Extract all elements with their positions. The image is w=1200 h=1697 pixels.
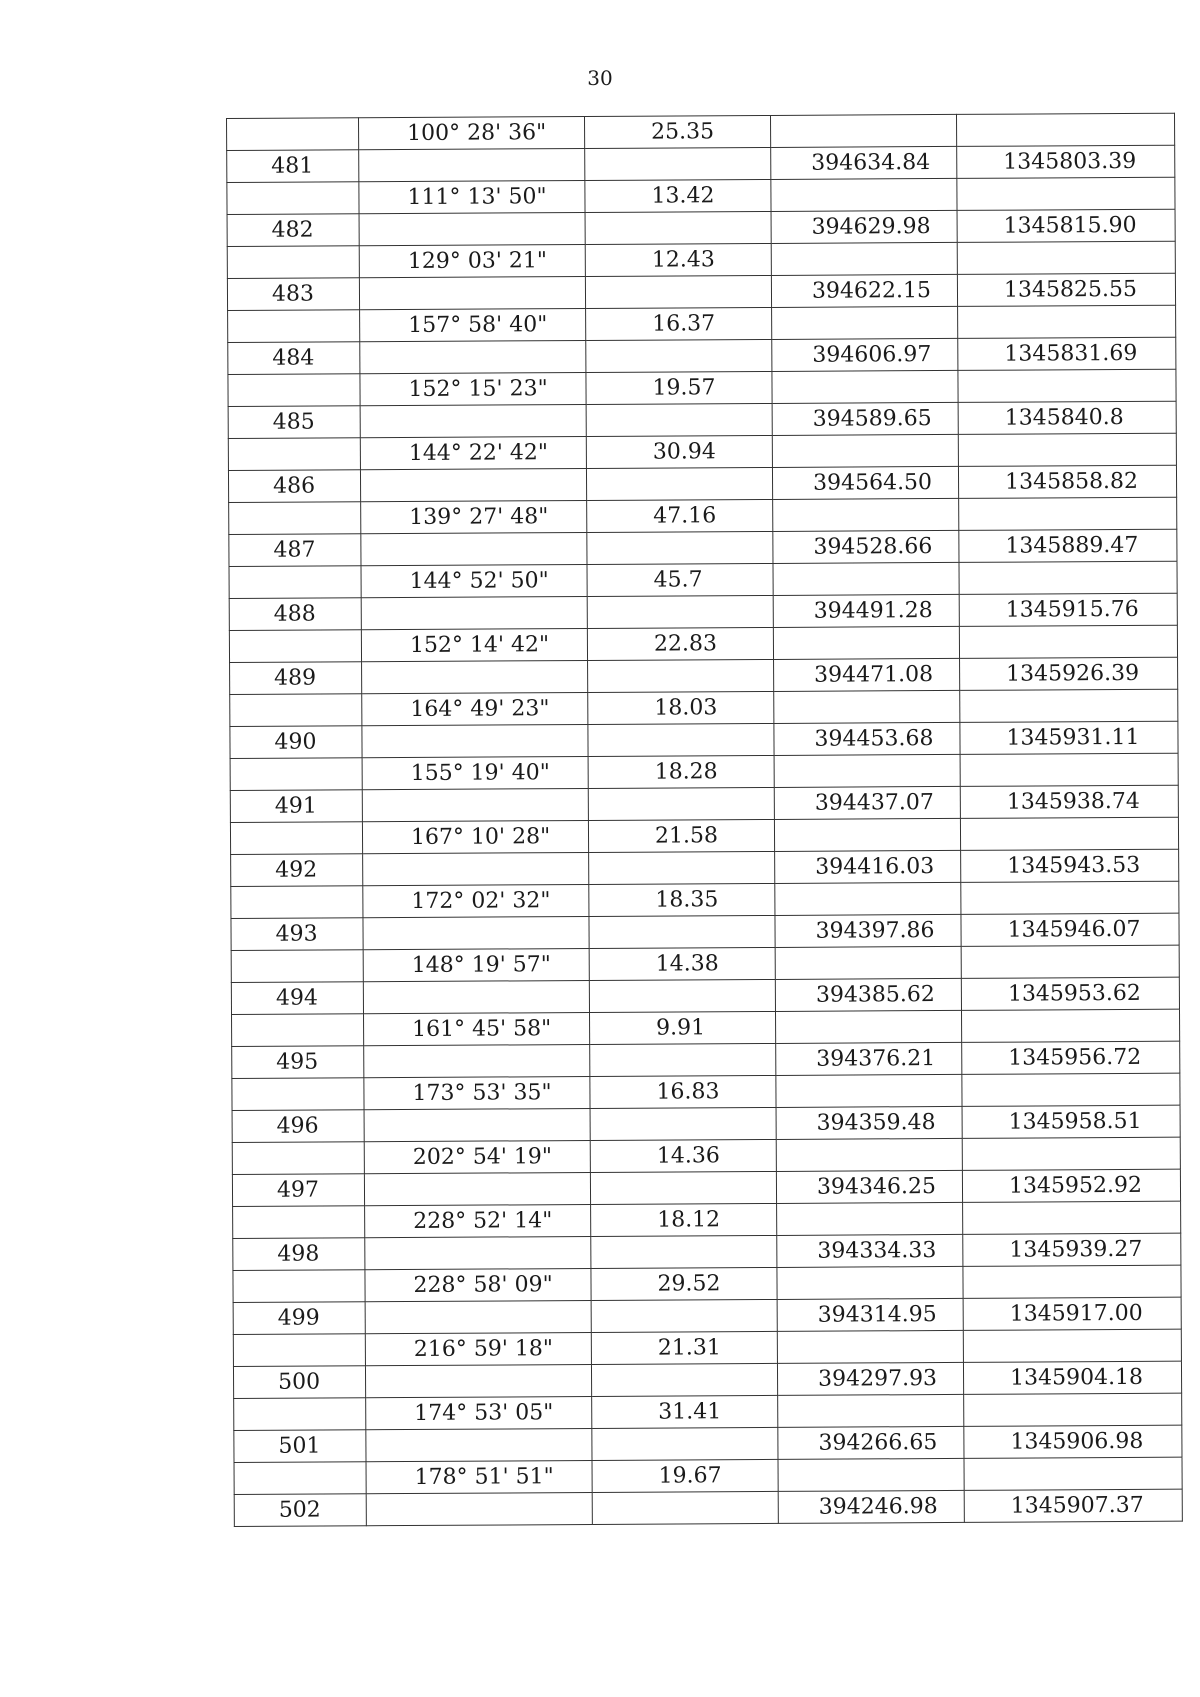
easting-cell: 1345946.07 bbox=[961, 913, 1179, 946]
easting-cell: 1345952.92 bbox=[962, 1169, 1180, 1202]
easting-cell: 1345831.69 bbox=[958, 337, 1176, 370]
easting-cell: 1345906.98 bbox=[964, 1425, 1182, 1458]
station-cell: 495 bbox=[232, 1046, 364, 1079]
northing-cell bbox=[776, 1074, 962, 1107]
distance-cell bbox=[585, 211, 771, 244]
station-cell: 488 bbox=[229, 598, 361, 631]
easting-cell: 1345926.39 bbox=[960, 657, 1178, 690]
table-row-station bbox=[232, 1041, 1180, 1078]
table-row-station bbox=[233, 1297, 1181, 1334]
station-cell: 498 bbox=[233, 1238, 365, 1271]
table-row-station bbox=[230, 785, 1178, 822]
bearing-cell bbox=[363, 852, 589, 885]
station-cell bbox=[234, 1462, 366, 1495]
station-cell: 486 bbox=[228, 470, 360, 503]
station-cell bbox=[231, 950, 363, 983]
distance-cell: 18.12 bbox=[591, 1203, 777, 1236]
distance-cell bbox=[585, 275, 771, 308]
distance-cell: 19.57 bbox=[586, 371, 772, 404]
table-row-course bbox=[230, 817, 1178, 854]
table-row-course bbox=[232, 1073, 1180, 1110]
table-row-station bbox=[231, 849, 1179, 886]
distance-cell: 16.37 bbox=[586, 307, 772, 340]
northing-cell: 394246.98 bbox=[778, 1490, 964, 1523]
station-cell bbox=[232, 1014, 364, 1047]
bearing-cell bbox=[360, 468, 586, 501]
distance-cell bbox=[590, 1043, 776, 1076]
northing-cell: 394589.65 bbox=[772, 402, 958, 435]
station-cell: 491 bbox=[230, 790, 362, 823]
bearing-cell: 167° 10' 28" bbox=[362, 820, 588, 853]
station-cell bbox=[227, 182, 359, 215]
station-cell: 482 bbox=[227, 214, 359, 247]
easting-cell bbox=[962, 1073, 1180, 1106]
table-row-course bbox=[233, 1265, 1181, 1302]
station-cell: 483 bbox=[227, 278, 359, 311]
bearing-cell: 216° 59' 18" bbox=[365, 1332, 591, 1365]
table-row-station bbox=[228, 337, 1176, 374]
northing-cell bbox=[773, 498, 959, 531]
northing-cell: 394437.07 bbox=[774, 786, 960, 819]
distance-cell: 21.58 bbox=[588, 819, 774, 852]
easting-cell: 1345953.62 bbox=[961, 977, 1179, 1010]
station-cell bbox=[228, 374, 360, 407]
bearing-cell bbox=[364, 1108, 590, 1141]
bearing-cell: 157° 58' 40" bbox=[360, 308, 586, 341]
northing-cell: 394564.50 bbox=[772, 466, 958, 499]
bearing-cell: 161° 45' 58" bbox=[364, 1012, 590, 1045]
bearing-cell bbox=[364, 1172, 590, 1205]
station-cell bbox=[229, 630, 361, 663]
bearing-cell: 178° 51' 51" bbox=[366, 1460, 592, 1493]
table-row-station bbox=[232, 1105, 1180, 1142]
distance-cell bbox=[587, 531, 773, 564]
station-cell: 492 bbox=[231, 854, 363, 887]
distance-cell bbox=[586, 339, 772, 372]
station-cell bbox=[233, 1334, 365, 1367]
northing-cell: 394359.48 bbox=[776, 1106, 962, 1139]
easting-cell bbox=[964, 1393, 1182, 1426]
northing-cell bbox=[777, 1266, 963, 1299]
bearing-cell: 111° 13' 50" bbox=[359, 180, 585, 213]
bearing-cell bbox=[365, 1236, 591, 1269]
distance-cell bbox=[592, 1427, 778, 1460]
table-row-station bbox=[230, 721, 1178, 758]
table-row-station bbox=[231, 913, 1179, 950]
distance-cell bbox=[591, 1363, 777, 1396]
distance-cell: 18.28 bbox=[588, 755, 774, 788]
station-cell bbox=[234, 1398, 366, 1431]
bearing-cell bbox=[363, 916, 589, 949]
easting-cell: 1345825.55 bbox=[957, 273, 1175, 306]
table-row-station bbox=[228, 401, 1176, 438]
easting-cell bbox=[957, 177, 1175, 210]
station-cell: 494 bbox=[231, 982, 363, 1015]
northing-cell: 394622.15 bbox=[771, 274, 957, 307]
distance-cell: 31.41 bbox=[592, 1395, 778, 1428]
station-cell bbox=[233, 1206, 365, 1239]
northing-cell bbox=[771, 178, 957, 211]
northing-cell bbox=[775, 882, 961, 915]
table-row-course bbox=[228, 369, 1176, 406]
station-cell bbox=[231, 886, 363, 919]
northing-cell: 394297.93 bbox=[777, 1362, 963, 1395]
distance-cell: 45.7 bbox=[587, 563, 773, 596]
bearing-cell: 174° 53' 05" bbox=[366, 1396, 592, 1429]
bearing-cell bbox=[364, 1044, 590, 1077]
distance-cell: 9.91 bbox=[590, 1011, 776, 1044]
northing-cell: 394397.86 bbox=[775, 914, 961, 947]
northing-cell bbox=[775, 946, 961, 979]
bearing-cell: 228° 52' 14" bbox=[365, 1204, 591, 1237]
table-row-course bbox=[230, 689, 1178, 726]
station-cell bbox=[230, 694, 362, 727]
bearing-cell: 139° 27' 48" bbox=[361, 500, 587, 533]
bearing-cell: 100° 28' 36" bbox=[359, 116, 585, 149]
station-cell: 481 bbox=[227, 150, 359, 183]
northing-cell: 394606.97 bbox=[772, 338, 958, 371]
distance-cell: 18.35 bbox=[589, 883, 775, 916]
easting-cell bbox=[956, 113, 1174, 146]
easting-cell: 1345943.53 bbox=[961, 849, 1179, 882]
distance-cell bbox=[586, 467, 772, 500]
table-body bbox=[227, 113, 1183, 1526]
station-cell: 497 bbox=[232, 1174, 364, 1207]
table-row-station bbox=[227, 209, 1175, 246]
bearing-cell bbox=[359, 212, 585, 245]
bearing-cell: 129° 03' 21" bbox=[359, 244, 585, 277]
easting-cell bbox=[964, 1457, 1182, 1490]
bearing-cell bbox=[361, 596, 587, 629]
distance-cell: 47.16 bbox=[587, 499, 773, 532]
easting-cell: 1345803.39 bbox=[957, 145, 1175, 178]
station-cell bbox=[232, 1078, 364, 1111]
bearing-cell: 202° 54' 19" bbox=[364, 1140, 590, 1173]
easting-cell bbox=[958, 369, 1176, 402]
distance-cell bbox=[586, 403, 772, 436]
distance-cell: 30.94 bbox=[586, 435, 772, 468]
distance-cell: 12.43 bbox=[585, 243, 771, 276]
distance-cell bbox=[589, 915, 775, 948]
bearing-cell: 155° 19' 40" bbox=[362, 756, 588, 789]
distance-cell bbox=[589, 979, 775, 1012]
northing-cell: 394453.68 bbox=[774, 722, 960, 755]
northing-cell: 394491.28 bbox=[773, 594, 959, 627]
northing-cell: 394416.03 bbox=[775, 850, 961, 883]
table-row-course bbox=[230, 753, 1178, 790]
bearing-cell: 164° 49' 23" bbox=[362, 692, 588, 725]
table-row-course bbox=[234, 1393, 1182, 1430]
easting-cell: 1345840.8 bbox=[958, 401, 1176, 434]
distance-cell bbox=[587, 595, 773, 628]
table-row-course bbox=[227, 177, 1175, 214]
station-cell bbox=[233, 1270, 365, 1303]
northing-cell bbox=[773, 562, 959, 595]
northing-cell bbox=[777, 1202, 963, 1235]
easting-cell bbox=[960, 753, 1178, 786]
station-cell: 489 bbox=[230, 662, 362, 695]
easting-cell bbox=[961, 881, 1179, 914]
table-row-course bbox=[232, 1137, 1180, 1174]
northing-cell: 394266.65 bbox=[778, 1426, 964, 1459]
easting-cell: 1345904.18 bbox=[963, 1361, 1181, 1394]
northing-cell bbox=[777, 1330, 963, 1363]
bearing-cell bbox=[362, 660, 588, 693]
northing-cell bbox=[770, 114, 956, 147]
easting-cell: 1345858.82 bbox=[958, 465, 1176, 498]
table-row-station bbox=[229, 529, 1177, 566]
station-cell: 493 bbox=[231, 918, 363, 951]
table-row-station bbox=[232, 1169, 1180, 1206]
bearing-cell bbox=[365, 1300, 591, 1333]
station-cell: 490 bbox=[230, 726, 362, 759]
distance-cell: 18.03 bbox=[588, 691, 774, 724]
table-row-course bbox=[233, 1201, 1181, 1238]
northing-cell bbox=[776, 1138, 962, 1171]
table-row-station bbox=[234, 1425, 1182, 1462]
northing-cell: 394385.62 bbox=[775, 978, 961, 1011]
bearing-cell bbox=[362, 724, 588, 757]
table-row-station bbox=[233, 1361, 1181, 1398]
bearing-cell: 144° 52' 50" bbox=[361, 564, 587, 597]
easting-cell: 1345939.27 bbox=[963, 1233, 1181, 1266]
station-cell: 502 bbox=[234, 1494, 366, 1527]
distance-cell bbox=[585, 147, 771, 180]
easting-cell bbox=[959, 561, 1177, 594]
distance-cell: 22.83 bbox=[587, 627, 773, 660]
station-cell: 499 bbox=[233, 1302, 365, 1335]
easting-cell bbox=[962, 1137, 1180, 1170]
table-row-station bbox=[230, 657, 1178, 694]
station-cell bbox=[229, 502, 361, 535]
bearing-cell: 152° 15' 23" bbox=[360, 372, 586, 405]
table-row-course bbox=[228, 305, 1176, 342]
station-cell bbox=[228, 310, 360, 343]
northing-cell bbox=[772, 370, 958, 403]
table-row-station bbox=[234, 1489, 1182, 1526]
table-row-station bbox=[227, 273, 1175, 310]
northing-cell bbox=[773, 626, 959, 659]
easting-cell bbox=[958, 305, 1176, 338]
northing-cell: 394634.84 bbox=[771, 146, 957, 179]
bearing-cell: 148° 19' 57" bbox=[363, 948, 589, 981]
bearing-cell bbox=[362, 788, 588, 821]
easting-cell bbox=[963, 1265, 1181, 1298]
northing-cell bbox=[774, 754, 960, 787]
distance-cell: 19.67 bbox=[592, 1459, 778, 1492]
station-cell: 496 bbox=[232, 1110, 364, 1143]
table-row-course bbox=[233, 1329, 1181, 1366]
table-row-station bbox=[233, 1233, 1181, 1270]
distance-cell bbox=[591, 1299, 777, 1332]
distance-cell: 16.83 bbox=[590, 1075, 776, 1108]
distance-cell bbox=[588, 787, 774, 820]
station-cell: 487 bbox=[229, 534, 361, 567]
station-cell bbox=[230, 822, 362, 855]
bearing-cell bbox=[363, 980, 589, 1013]
easting-cell bbox=[963, 1329, 1181, 1362]
station-cell: 500 bbox=[233, 1366, 365, 1399]
easting-cell bbox=[961, 945, 1179, 978]
easting-cell bbox=[959, 497, 1177, 530]
distance-cell bbox=[588, 659, 774, 692]
easting-cell: 1345938.74 bbox=[960, 785, 1178, 818]
station-cell bbox=[227, 118, 359, 151]
station-cell bbox=[230, 758, 362, 791]
distance-cell: 21.31 bbox=[591, 1331, 777, 1364]
easting-cell bbox=[958, 433, 1176, 466]
distance-cell: 14.38 bbox=[589, 947, 775, 980]
bearing-cell: 144° 22' 42" bbox=[360, 436, 586, 469]
station-cell bbox=[227, 246, 359, 279]
easting-cell: 1345931.11 bbox=[960, 721, 1178, 754]
station-cell bbox=[229, 566, 361, 599]
easting-cell bbox=[957, 241, 1175, 274]
distance-cell bbox=[588, 723, 774, 756]
easting-cell: 1345907.37 bbox=[964, 1489, 1182, 1522]
bearing-cell: 172° 02' 32" bbox=[363, 884, 589, 917]
table-row-course bbox=[231, 881, 1179, 918]
easting-cell bbox=[961, 1009, 1179, 1042]
table-row-course bbox=[231, 945, 1179, 982]
table-row-station bbox=[231, 977, 1179, 1014]
northing-cell bbox=[774, 690, 960, 723]
bearing-cell bbox=[361, 532, 587, 565]
bearing-cell bbox=[366, 1492, 592, 1525]
easting-cell bbox=[960, 689, 1178, 722]
northing-cell: 394314.95 bbox=[777, 1298, 963, 1331]
bearing-cell bbox=[360, 404, 586, 437]
station-cell: 501 bbox=[234, 1430, 366, 1463]
table-row-course bbox=[229, 497, 1177, 534]
table-row-course bbox=[228, 433, 1176, 470]
northing-cell: 394471.08 bbox=[774, 658, 960, 691]
northing-cell: 394334.33 bbox=[777, 1234, 963, 1267]
table-row-course bbox=[234, 1457, 1182, 1494]
easting-cell bbox=[959, 625, 1177, 658]
distance-cell bbox=[592, 1491, 778, 1524]
easting-cell bbox=[960, 817, 1178, 850]
page-number: 30 bbox=[587, 66, 613, 90]
easting-cell: 1345958.51 bbox=[962, 1105, 1180, 1138]
bearing-cell bbox=[359, 276, 585, 309]
table-row-course bbox=[229, 625, 1177, 662]
northing-cell: 394629.98 bbox=[771, 210, 957, 243]
easting-cell: 1345889.47 bbox=[959, 529, 1177, 562]
distance-cell bbox=[589, 851, 775, 884]
northing-cell bbox=[778, 1458, 964, 1491]
easting-cell: 1345815.90 bbox=[957, 209, 1175, 242]
station-cell: 485 bbox=[228, 406, 360, 439]
distance-cell bbox=[591, 1235, 777, 1268]
northing-cell: 394528.66 bbox=[773, 530, 959, 563]
bearing-cell bbox=[360, 340, 586, 373]
easting-cell: 1345917.00 bbox=[963, 1297, 1181, 1330]
northing-cell: 394346.25 bbox=[776, 1170, 962, 1203]
table-row-course bbox=[227, 241, 1175, 278]
survey-coordinates-table bbox=[226, 113, 1183, 1527]
distance-cell: 25.35 bbox=[584, 115, 770, 148]
distance-cell bbox=[590, 1107, 776, 1140]
distance-cell bbox=[590, 1171, 776, 1204]
distance-cell: 14.36 bbox=[590, 1139, 776, 1172]
distance-cell: 13.42 bbox=[585, 179, 771, 212]
table-row-course bbox=[232, 1009, 1180, 1046]
table-row-station bbox=[228, 465, 1176, 502]
bearing-cell bbox=[366, 1428, 592, 1461]
distance-cell: 29.52 bbox=[591, 1267, 777, 1300]
station-cell bbox=[228, 438, 360, 471]
easting-cell bbox=[963, 1201, 1181, 1234]
easting-cell: 1345956.72 bbox=[962, 1041, 1180, 1074]
bearing-cell bbox=[365, 1364, 591, 1397]
easting-cell: 1345915.76 bbox=[959, 593, 1177, 626]
table-row-station bbox=[229, 593, 1177, 630]
station-cell bbox=[232, 1142, 364, 1175]
bearing-cell bbox=[359, 148, 585, 181]
northing-cell bbox=[774, 818, 960, 851]
northing-cell bbox=[772, 434, 958, 467]
bearing-cell: 173° 53' 35" bbox=[364, 1076, 590, 1109]
bearing-cell: 152° 14' 42" bbox=[361, 628, 587, 661]
table-row-station bbox=[227, 145, 1175, 182]
northing-cell bbox=[775, 1010, 961, 1043]
bearing-cell: 228° 58' 09" bbox=[365, 1268, 591, 1301]
northing-cell bbox=[778, 1394, 964, 1427]
northing-cell bbox=[771, 242, 957, 275]
northing-cell: 394376.21 bbox=[776, 1042, 962, 1075]
station-cell: 484 bbox=[228, 342, 360, 375]
table-row-course bbox=[227, 113, 1175, 150]
northing-cell bbox=[772, 306, 958, 339]
table-row-course bbox=[229, 561, 1177, 598]
